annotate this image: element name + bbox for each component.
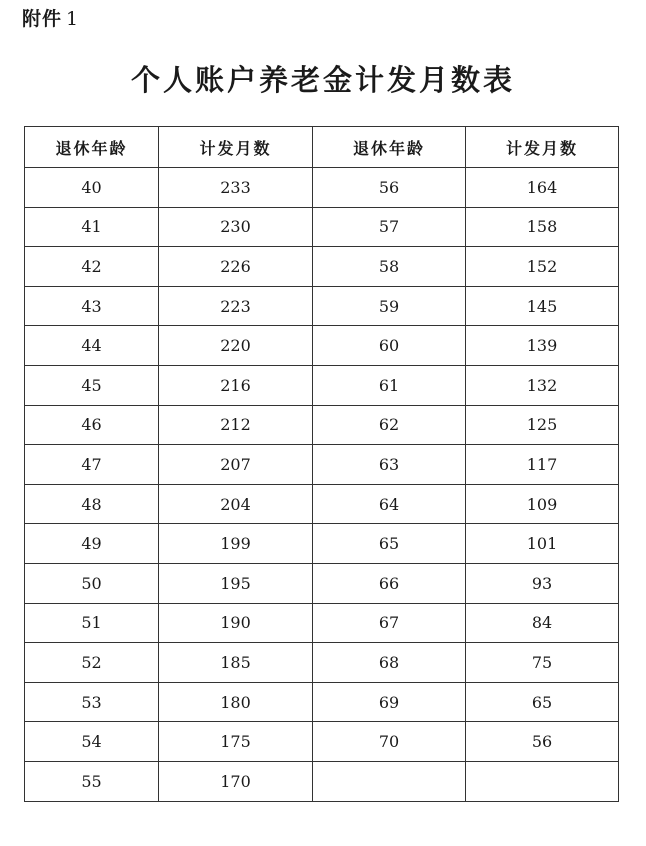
- attachment-number: 1: [66, 8, 80, 30]
- table-cell: 68: [313, 643, 466, 683]
- table-cell: 199: [159, 524, 313, 564]
- table-cell: 70: [313, 722, 466, 762]
- table-cell: 65: [313, 524, 466, 564]
- table-cell: 62: [313, 405, 466, 445]
- header-payout-months-left: 计发月数: [159, 127, 313, 168]
- table-row: [25, 365, 619, 405]
- table-cell: 223: [159, 286, 313, 326]
- table-cell: 66: [313, 563, 466, 603]
- table-cell: 226: [159, 247, 313, 287]
- table-cell: [313, 761, 466, 801]
- table-cell: 233: [159, 168, 313, 208]
- table-row: [25, 563, 619, 603]
- header-payout-months-right: 计发月数: [466, 127, 619, 168]
- table-cell: 54: [25, 722, 159, 762]
- table-row: [25, 247, 619, 287]
- header-retirement-age-left: 退休年龄: [25, 127, 159, 168]
- table-cell: 164: [466, 168, 619, 208]
- table-cell: 53: [25, 682, 159, 722]
- table-cell: 230: [159, 207, 313, 247]
- table-cell: 180: [159, 682, 313, 722]
- table-cell: 125: [466, 405, 619, 445]
- table-header-row: [25, 127, 619, 168]
- table-cell: 152: [466, 247, 619, 287]
- table-cell: 45: [25, 365, 159, 405]
- table-cell: 67: [313, 603, 466, 643]
- table-cell: 50: [25, 563, 159, 603]
- table-row: [25, 603, 619, 643]
- table-cell: 52: [25, 643, 159, 683]
- attachment-label: [22, 4, 79, 31]
- table-cell: 57: [313, 207, 466, 247]
- table-cell: 58: [313, 247, 466, 287]
- table-cell: 55: [25, 761, 159, 801]
- table-cell: [466, 761, 619, 801]
- table-cell: 185: [159, 643, 313, 683]
- table-cell: 132: [466, 365, 619, 405]
- table-row: [25, 761, 619, 801]
- table-cell: 41: [25, 207, 159, 247]
- table-cell: 207: [159, 445, 313, 485]
- table-cell: 47: [25, 445, 159, 485]
- table-cell: 75: [466, 643, 619, 683]
- table-cell: 46: [25, 405, 159, 445]
- table-row: [25, 405, 619, 445]
- table-cell: 190: [159, 603, 313, 643]
- table-cell: 220: [159, 326, 313, 366]
- table-cell: 195: [159, 563, 313, 603]
- table-row: [25, 326, 619, 366]
- table-cell: 139: [466, 326, 619, 366]
- table-row: [25, 286, 619, 326]
- table-cell: 101: [466, 524, 619, 564]
- table-row: [25, 484, 619, 524]
- table-cell: 158: [466, 207, 619, 247]
- table-cell: 204: [159, 484, 313, 524]
- table-cell: 43: [25, 286, 159, 326]
- table-cell: 93: [466, 563, 619, 603]
- table-cell: 117: [466, 445, 619, 485]
- table-cell: 40: [25, 168, 159, 208]
- table-cell: 64: [313, 484, 466, 524]
- header-retirement-age-right: 退休年龄: [313, 127, 466, 168]
- table-cell: 212: [159, 405, 313, 445]
- table-cell: 44: [25, 326, 159, 366]
- table-cell: 145: [466, 286, 619, 326]
- table-row: [25, 722, 619, 762]
- table-cell: 59: [313, 286, 466, 326]
- pension-months-table: [24, 126, 619, 802]
- table-cell: 49: [25, 524, 159, 564]
- table-cell: 48: [25, 484, 159, 524]
- document-title: 个人账户养老金计发月数表: [130, 63, 515, 97]
- table-cell: 42: [25, 247, 159, 287]
- table-cell: 170: [159, 761, 313, 801]
- table-cell: 63: [313, 445, 466, 485]
- table-row: [25, 524, 619, 564]
- table-cell: 69: [313, 682, 466, 722]
- table-cell: 56: [466, 722, 619, 762]
- attachment-text: 附件: [22, 8, 63, 30]
- table-cell: 109: [466, 484, 619, 524]
- table-cell: 175: [159, 722, 313, 762]
- table-cell: 65: [466, 682, 619, 722]
- table-cell: 60: [313, 326, 466, 366]
- table-cell: 51: [25, 603, 159, 643]
- table-cell: 84: [466, 603, 619, 643]
- table-row: [25, 207, 619, 247]
- table-row: [25, 643, 619, 683]
- table-cell: 216: [159, 365, 313, 405]
- table-cell: 56: [313, 168, 466, 208]
- table-row: [25, 682, 619, 722]
- table-cell: 61: [313, 365, 466, 405]
- table-row: [25, 168, 619, 208]
- table-row: [25, 445, 619, 485]
